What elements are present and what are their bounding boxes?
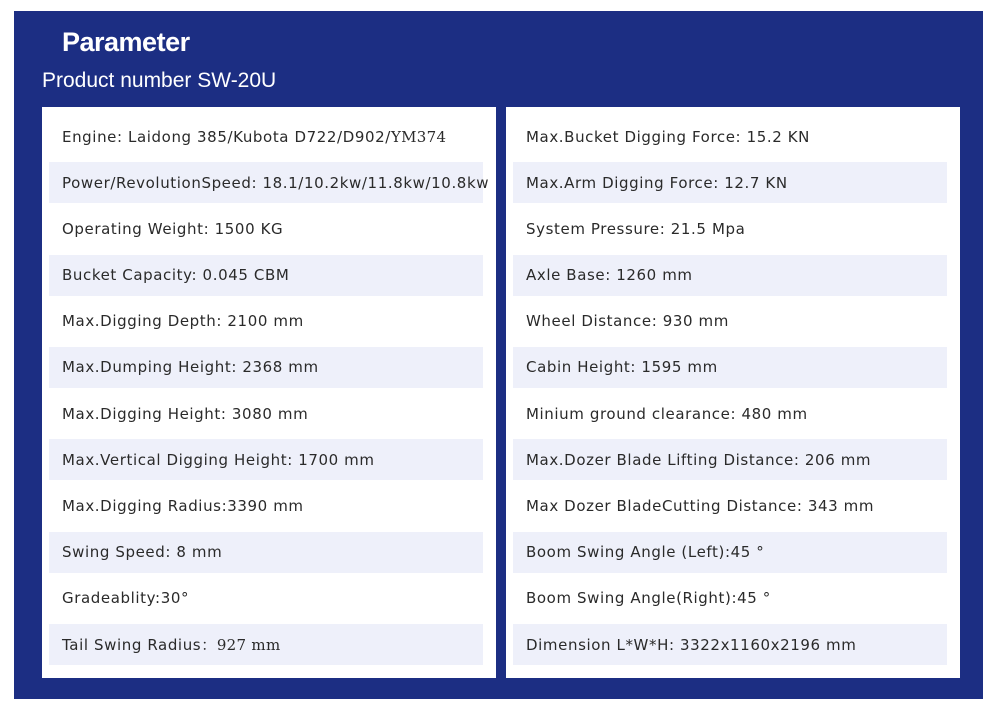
spec-text: Engine: Laidong 385/Kubota D722/D902/ [62, 127, 391, 146]
spec-row [49, 624, 483, 665]
spec-row [49, 301, 483, 342]
spec-text: Minium ground clearance: 480 mm [526, 404, 808, 423]
spec-text: Boom Swing Angle (Left):45 ° [526, 543, 765, 562]
spec-row [49, 393, 483, 434]
spec-row [49, 255, 483, 296]
spec-text: Swing Speed: 8 mm [62, 543, 223, 562]
spec-text: Tail Swing Radius： [62, 636, 217, 655]
spec-row [49, 208, 483, 249]
spec-text: Power/RevolutionSpeed: 18.1/10.2kw/11.8kw/10.8kw [62, 173, 490, 192]
spec-row [49, 532, 483, 573]
spec-text: Max.Arm Digging Force: 12.7 KN [526, 173, 788, 192]
spec-text: Max.Dumping Height: 2368 mm [62, 358, 319, 377]
page-title: Parameter [62, 27, 190, 57]
spec-text: Operating Weight: 1500 KG [62, 219, 284, 238]
spec-text: Max.Digging Radius:3390 mm [62, 497, 304, 515]
spec-text: Axle Base: 1260 mm [526, 266, 693, 285]
spec-row [49, 347, 483, 388]
spec-row [513, 255, 947, 296]
spec-row [513, 208, 947, 249]
product-number: Product number SW-20U [42, 69, 277, 92]
spec-text: Max.Bucket Digging Force: 15.2 KN [526, 127, 811, 146]
spec-row [49, 162, 490, 203]
spec-text: Max.Dozer Blade Lifting Distance: 206 mm [526, 450, 872, 469]
spec-text: System Pressure: 21.5 Mpa [526, 219, 746, 238]
spec-row [513, 393, 947, 434]
spec-row [513, 578, 947, 619]
spec-row [513, 439, 947, 480]
spec-text: Cabin Height: 1595 mm [526, 358, 718, 377]
spec-row [513, 624, 947, 665]
spec-text: Boom Swing Angle(Right):45 ° [526, 589, 771, 608]
spec-row [49, 578, 483, 619]
spec-panel-left [42, 107, 496, 678]
spec-row [513, 347, 947, 388]
spec-text: Bucket Capacity: 0.045 CBM [62, 266, 290, 285]
spec-text: Dimension L*W*H: 3322x1160x2196 mm [526, 635, 857, 654]
spec-row [513, 301, 947, 342]
spec-text: Wheel Distance: 930 mm [526, 312, 729, 331]
spec-row [513, 162, 947, 203]
spec-panel-right [506, 107, 960, 678]
spec-row [513, 532, 947, 573]
spec-text: Max.Vertical Digging Height: 1700 mm [62, 450, 375, 469]
spec-row [513, 116, 947, 157]
spec-value: YM374 [390, 127, 447, 146]
spec-text: Max Dozer BladeCutting Distance: 343 mm [526, 497, 875, 515]
spec-row [49, 439, 483, 480]
spec-text: Gradeablity:30° [62, 589, 190, 608]
spec-text: Max.Digging Height: 3080 mm [62, 404, 309, 423]
spec-text: Max.Digging Depth: 2100 mm [62, 312, 304, 331]
spec-row [513, 486, 947, 527]
spec-value: 927 mm [216, 635, 281, 654]
spec-row [49, 486, 483, 527]
spec-row [49, 116, 483, 157]
